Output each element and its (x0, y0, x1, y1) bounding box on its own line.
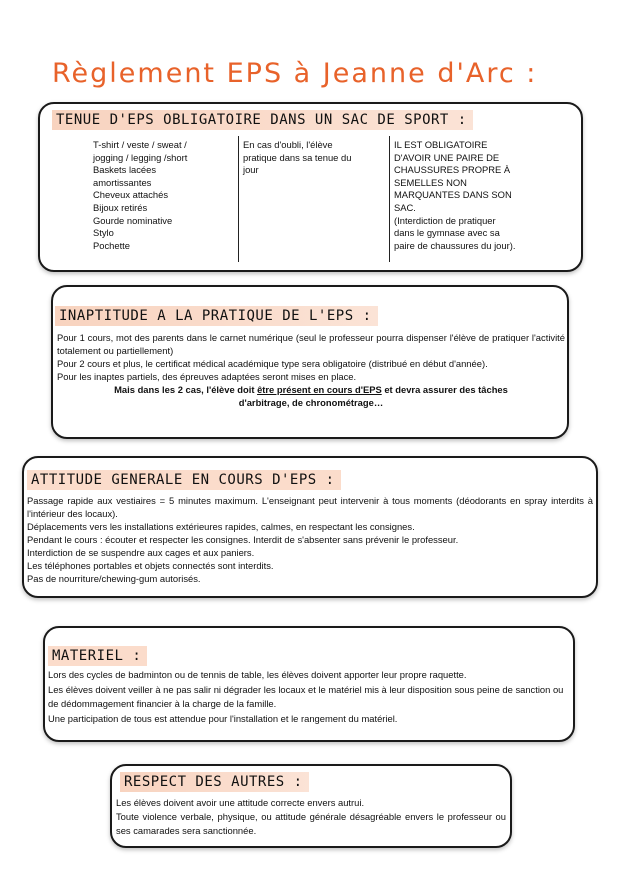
text-line: Les élèves doivent avoir une attitude correcte envers autrui. (116, 797, 365, 808)
text-line: Baskets lacées (93, 164, 157, 176)
inaptitude-bold-line (57, 383, 565, 396)
column-divider (238, 136, 239, 262)
text-line: En cas d'oubli, l'élève (243, 139, 333, 150)
text-line: D'AVOIR UNE PAIRE DE (394, 151, 500, 163)
inaptitude-p2: Pour 2 cours et plus, le certificat médical académique type sera obligatoire (distribué en début d'année). (57, 358, 488, 369)
text-line: Pas de nourriture/chewing-gum autorisés. (27, 573, 201, 584)
column-divider (389, 136, 390, 262)
bold-text: Mais dans les 2 cas, l'élève doit (114, 384, 258, 395)
text-line: Interdiction de se suspendre aux cages et aux paniers. (27, 547, 255, 558)
inaptitude-p3: Pour les inaptes partiels, des épreuves adaptées seront mises en place. (57, 371, 357, 382)
inaptitude-p1: Pour 1 cours, mot des parents dans le carnet numérique (seul le professeur pourra dispenser l'élève de pratiquer l'activité totalement ou partiellement) (57, 332, 565, 356)
text-line: Stylo (93, 227, 114, 239)
text-line: pratique dans sa tenue du (243, 151, 352, 163)
text-line: MARQUANTES DANS SON (394, 189, 512, 201)
inaptitude-bold-line-2: d'arbitrage, de chronométrage… (238, 397, 384, 408)
text-line: Gourde nominative (93, 214, 173, 226)
inaptitude-body (57, 331, 565, 409)
text-line: SAC. (394, 201, 416, 213)
bold-text: et devra assurer des tâches (381, 384, 508, 395)
text-line: T-shirt / veste / sweat / (93, 139, 187, 150)
text-line: Pendant le cours : écouter et respecter les consignes. Interdit de s'absenter sans prévenir le professeur. (27, 534, 459, 545)
text-line: Les élèves doivent veiller à ne pas salir ni dégrader les locaux et le matériel mis à leur disposition sous peine de sanction ou de dédommagement financier à la charge de la famille. (48, 683, 564, 710)
text-line: Déplacements vers les installations extérieures rapides, calmes, en respectant les consignes. (27, 521, 415, 532)
text-line: paire de chaussures du jour). (394, 239, 516, 251)
text-line: Cheveux attachés (93, 189, 169, 201)
tenue-header: TENUE D'EPS OBLIGATOIRE DANS UN SAC DE SPORT : (52, 110, 473, 130)
text-line: Toute violence verbale, physique, ou attitude générale désagréable envers le professeur ou ses camarades sera sanctionnée. (116, 811, 506, 836)
materiel-body (48, 668, 572, 726)
text-line: amortissantes (93, 176, 152, 188)
oubli-text (243, 139, 383, 177)
text-line: (Interdiction de pratiquer (394, 214, 496, 226)
page-title: Règlement EPS à Jeanne d'Arc : (52, 58, 538, 89)
text-line: SEMELLES NON (394, 176, 467, 188)
text-line: jogging / legging /short (93, 151, 188, 163)
tenue-items-list (93, 139, 233, 252)
text-line: Lors des cycles de badminton ou de tennis de table, les élèves doivent apporter leur propre raquette. (48, 669, 467, 680)
inaptitude-header: INAPTITUDE A LA PRATIQUE DE L'EPS : (55, 306, 378, 326)
text-line: Une participation de tous est attendue pour l'installation et le rangement du matériel. (48, 712, 398, 724)
text-line: Les téléphones portables et objets connectés sont interdits. (27, 560, 274, 571)
respect-body (116, 796, 506, 838)
text-line: dans le gymnase avec sa (394, 227, 500, 239)
text-line: jour (243, 164, 259, 176)
text-line: CHAUSSURES PROPRE À (394, 164, 511, 176)
text-line: IL EST OBLIGATOIRE (394, 139, 488, 150)
underlined-text: être présent en cours d'EPS (257, 384, 382, 395)
attitude-body (27, 494, 593, 585)
text-line: Passage rapide aux vestiaires = 5 minutes maximum. L'enseignant peut intervenir à tous moments (déodorants en spray interdits à l'intérieur des locaux). (27, 495, 593, 519)
chaussures-text (394, 139, 544, 252)
text-line: Pochette (93, 239, 131, 251)
materiel-header: MATERIEL : (48, 646, 147, 666)
attitude-header: ATTITUDE GENERALE EN COURS D'EPS : (27, 470, 341, 490)
text-line: Bijoux retirés (93, 201, 148, 213)
respect-header: RESPECT DES AUTRES : (120, 772, 309, 792)
